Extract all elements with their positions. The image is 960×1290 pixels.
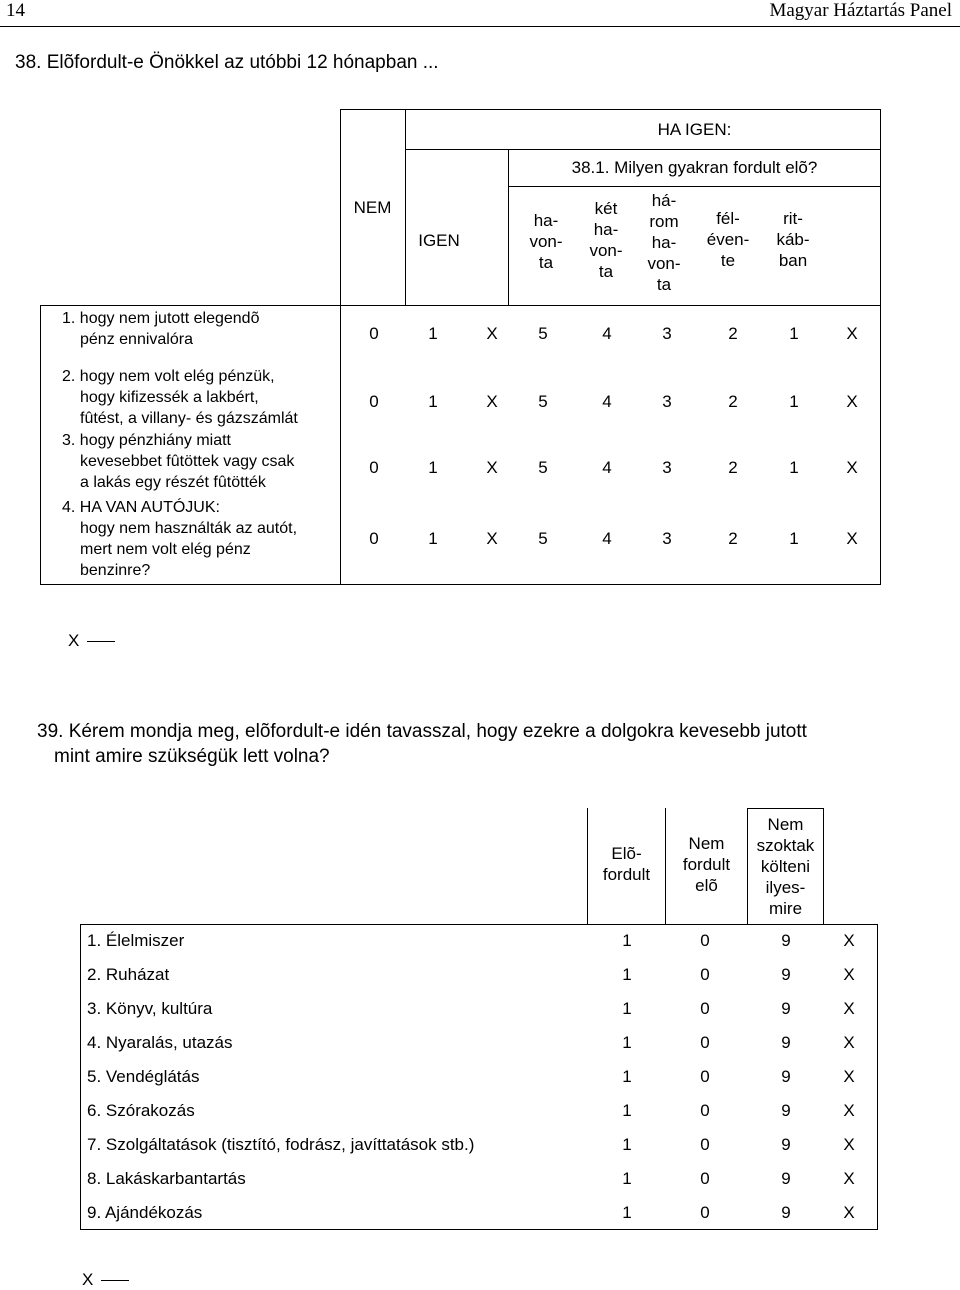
answer-code: 5 (538, 529, 548, 548)
q39-col-header-line: Nem (767, 815, 804, 834)
answer-code: 5 (538, 324, 548, 343)
answer-code: 9 (781, 1033, 791, 1052)
answer-code: X (843, 1135, 855, 1154)
q39-row-label: 2. Ruházat (87, 965, 170, 984)
col-ha-igen: HA IGEN: (657, 120, 732, 139)
answer-code: 0 (700, 1203, 710, 1222)
q39-col-header-line: elõ (695, 876, 718, 895)
answer-code: 9 (781, 965, 791, 984)
q39-col-header (666, 833, 747, 896)
answer-code: 9 (781, 1135, 791, 1154)
freq-col-header-line: von- (589, 241, 623, 260)
freq-col-header-line: éven- (706, 230, 750, 249)
q39-row-label: 3. Könyv, kultúra (87, 999, 213, 1018)
freq-col-header-line: há- (651, 191, 677, 210)
q39-col-header-line: mire (768, 899, 803, 918)
answer-code: 0 (369, 529, 379, 548)
q38-item-line: kevesebbet fûtöttek vagy csak (80, 453, 295, 470)
q39-col-header-line: ilyes- (765, 878, 806, 897)
freq-col-header-line: káb- (776, 230, 810, 249)
freq-col-header-line: ha- (593, 220, 619, 239)
q39-col-header-line: fordult (602, 865, 651, 884)
freq-col-header-line: von- (529, 232, 563, 251)
answer-code: 3 (662, 458, 672, 477)
freq-col-header-line: fél- (716, 209, 740, 228)
q38-item (62, 308, 259, 350)
q38-item-line: 4. HA VAN AUTÓJUK: (62, 499, 220, 516)
answer-code: 1 (622, 1135, 632, 1154)
answer-code: 5 (538, 392, 548, 411)
answer-code: 0 (700, 1169, 710, 1188)
q39-col-header-line: fordult (682, 855, 731, 874)
q38-item-line: 3. hogy pénzhiány miatt (62, 432, 231, 449)
q39-skip-mark: X (82, 1270, 129, 1290)
q38-item-line: fûtést, a villany- és gázszámlát (80, 410, 298, 427)
q38-item-line: 1. hogy nem jutott elegendõ (62, 310, 260, 327)
answer-code: 1 (789, 392, 799, 411)
q39-col-header (588, 843, 665, 885)
col-igen: IGEN (418, 231, 460, 250)
q38-item-line: hogy kifizessék a lakbért, (80, 389, 259, 406)
q38-title: 38. Elõfordult-e Önökkel az utóbbi 12 hónapban ... (15, 52, 439, 73)
freq-col-header-line: ta (538, 253, 554, 272)
answer-code: 1 (789, 458, 799, 477)
q38-item-line: mert nem volt elég pénz (80, 541, 251, 558)
answer-code: X (486, 324, 498, 343)
answer-code: X (846, 529, 858, 548)
answer-code: X (843, 1203, 855, 1222)
answer-code: 1 (622, 1033, 632, 1052)
answer-code: 3 (662, 392, 672, 411)
answer-code: X (843, 1169, 855, 1188)
answer-code: 5 (538, 458, 548, 477)
answer-code: 2 (728, 529, 738, 548)
answer-code: 1 (622, 999, 632, 1018)
q38-item-line: hogy nem használták az autót, (80, 520, 298, 537)
answer-code: 0 (369, 324, 379, 343)
header-rule (0, 26, 960, 27)
answer-code: 1 (622, 1101, 632, 1120)
skip-dash (87, 641, 115, 642)
freq-col-header-line: von- (647, 254, 681, 273)
answer-code: 1 (428, 392, 438, 411)
q39-row-label: 8. Lakáskarbantartás (87, 1169, 246, 1188)
answer-code: X (846, 324, 858, 343)
answer-code: 1 (789, 529, 799, 548)
answer-code: X (843, 999, 855, 1018)
answer-code: 1 (622, 1203, 632, 1222)
freq-col-header-line: ha- (533, 211, 559, 230)
col-nem: NEM (353, 198, 392, 217)
answer-code: 1 (622, 1169, 632, 1188)
q39-row-label: 9. Ajándékozás (87, 1203, 203, 1222)
answer-code: 9 (781, 1101, 791, 1120)
answer-code: 4 (602, 392, 612, 411)
answer-code: 4 (602, 324, 612, 343)
freq-col-header-line: te (720, 251, 736, 270)
answer-code: 2 (728, 392, 738, 411)
q39-col-header-line: Nem (688, 834, 725, 853)
answer-code: X (843, 1067, 855, 1086)
q38-item (62, 430, 294, 493)
q39-col-header-line: Elõ- (611, 844, 642, 863)
answer-code: 0 (700, 1067, 710, 1086)
answer-code: 0 (369, 392, 379, 411)
answer-code: 1 (428, 529, 438, 548)
answer-code: 0 (700, 1033, 710, 1052)
answer-code: 0 (700, 1135, 710, 1154)
q38-item-line: benzinre? (80, 562, 151, 579)
answer-code: 1 (428, 324, 438, 343)
q39-row-label: 5. Vendéglátás (87, 1067, 200, 1086)
q38-item-line: a lakás egy részét fûtötték (80, 474, 266, 491)
answer-code: 0 (700, 999, 710, 1018)
skip-dash (101, 1280, 129, 1281)
q39-row-label: 7. Szolgáltatások (tisztító, fodrász, javíttatások stb.) (87, 1135, 475, 1154)
answer-code: 9 (781, 1169, 791, 1188)
freq-col-header (636, 190, 692, 295)
answer-code: 0 (700, 1101, 710, 1120)
freq-col-header-line: ta (598, 262, 614, 281)
freq-col-header-line: két (594, 199, 618, 218)
q38-item-line: 2. hogy nem volt elég pénzük, (62, 368, 275, 385)
answer-code: 0 (700, 931, 710, 950)
freq-col-header (578, 198, 634, 282)
answer-code: 1 (622, 931, 632, 950)
answer-code: X (846, 458, 858, 477)
answer-code: 1 (789, 324, 799, 343)
answer-code: X (486, 392, 498, 411)
q38-item (62, 497, 297, 581)
answer-code: 9 (781, 1203, 791, 1222)
answer-code: 4 (602, 458, 612, 477)
q39-row-label: 6. Szórakozás (87, 1101, 195, 1120)
answer-code: 0 (369, 458, 379, 477)
answer-code: 9 (781, 1067, 791, 1086)
q39-row-label: 1. Élelmiszer (87, 931, 185, 950)
answer-code: X (843, 1101, 855, 1120)
freq-col-header (700, 208, 756, 271)
freq-col-header-line: ban (778, 251, 808, 270)
answer-code: X (486, 529, 498, 548)
freq-col-header-line: rit- (783, 209, 803, 228)
answer-code: 9 (781, 931, 791, 950)
page-number: 14 (6, 0, 25, 21)
answer-code: 1 (428, 458, 438, 477)
q38-skip-mark: X (68, 631, 115, 651)
q39-row-label: 4. Nyaralás, utazás (87, 1033, 233, 1052)
answer-code: 4 (602, 529, 612, 548)
sub-question-38-1: 38.1. Milyen gyakran fordult elõ? (571, 158, 818, 177)
answer-code: 3 (662, 324, 672, 343)
freq-col-header (518, 210, 574, 273)
answer-code: 1 (622, 965, 632, 984)
answer-code: X (843, 965, 855, 984)
q39-col-header-line: szoktak (756, 836, 815, 855)
answer-code: X (486, 458, 498, 477)
answer-code: 2 (728, 324, 738, 343)
freq-col-header-line: ha- (651, 233, 677, 252)
q39-col-header (748, 814, 823, 919)
q39-col-header-line: költeni (760, 857, 811, 876)
answer-code: X (843, 1033, 855, 1052)
q38-item (62, 366, 298, 429)
freq-col-header (765, 208, 821, 271)
q39-title-line1: 39. Kérem mondja meg, elõfordult-e idén tavasszal, hogy ezekre a dolgokra kevesebb jutott (37, 721, 807, 742)
q39-title-line2: mint amire szükségük lett volna? (54, 746, 330, 767)
answer-code: X (846, 392, 858, 411)
freq-col-header-line: rom (649, 212, 679, 231)
answer-code: 2 (728, 458, 738, 477)
answer-code: 9 (781, 999, 791, 1018)
q38-item-line: pénz ennivalóra (80, 331, 193, 348)
answer-code: 1 (622, 1067, 632, 1086)
answer-code: 0 (700, 965, 710, 984)
running-title: Magyar Háztartás Panel (769, 0, 952, 21)
freq-col-header-line: ta (656, 275, 672, 294)
answer-code: 3 (662, 529, 672, 548)
answer-code: X (843, 931, 855, 950)
